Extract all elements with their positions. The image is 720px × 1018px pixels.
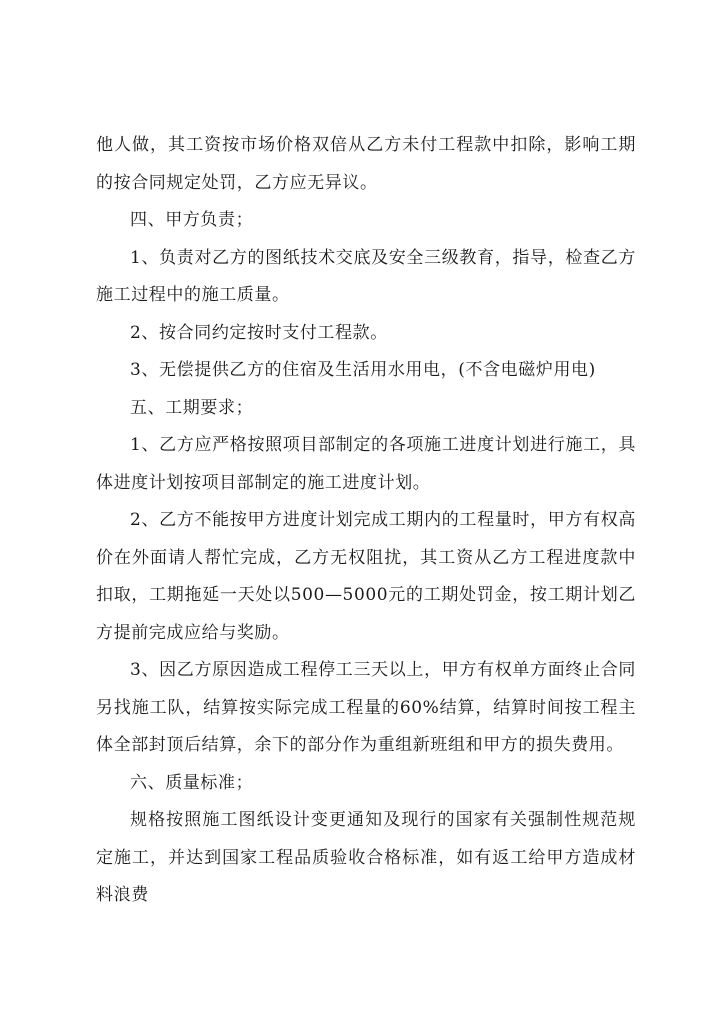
clause-schedule-3: 3、因乙方原因造成工程停工三天以上，甲方有权单方面终止合同另找施工队，结算按实际完成工程量的60%结算，结算时间按工程主体全部封顶后结算，余下的部分作为重组新班组和甲方的损失费用。 <box>96 660 636 755</box>
clause-party-a-2: 2、按合同约定按时支付工程款。 <box>130 322 388 343</box>
clause-schedule-1: 1、乙方应严格按照项目部制定的各项施工进度计划进行施工，具体进度计划按项目部制定的施工进度计划。 <box>96 435 636 493</box>
clause-party-a-3: 3、无偿提供乙方的住宿及生活用水用电，(不含电磁炉用电) <box>130 360 596 380</box>
clause-quality-1: 规格按照施工图纸设计变更通知及现行的国家有关强制性规范规定施工，并达到国家工程品质验收合格标准，如有返工给甲方造成材料浪费 <box>96 810 636 905</box>
document-body <box>96 127 636 915</box>
section-heading-party-a: 四、甲方负责； <box>130 210 254 230</box>
clause-party-a-1: 1、负责对乙方的图纸技术交底及安全三级教育，指导，检查乙方施工过程中的施工质量。 <box>96 247 636 305</box>
clause-schedule-2: 2、乙方不能按甲方进度计划完成工期内的工程量时，甲方有权高价在外面请人帮忙完成，乙方无权阻扰，其工资从乙方工程进度款中扣取，工期拖延一天处以500—5000元的工期处罚金，按工期计划乙方提前完成应给与奖励。 <box>96 510 636 643</box>
section-heading-schedule: 五、工期要求； <box>130 397 254 418</box>
paragraph-continuation: 他人做，其工资按市场价格双倍从乙方未付工程款中扣除，影响工期的按合同规定处罚，乙方应无异议。 <box>96 135 636 193</box>
section-heading-quality: 六、质量标准； <box>130 772 254 793</box>
